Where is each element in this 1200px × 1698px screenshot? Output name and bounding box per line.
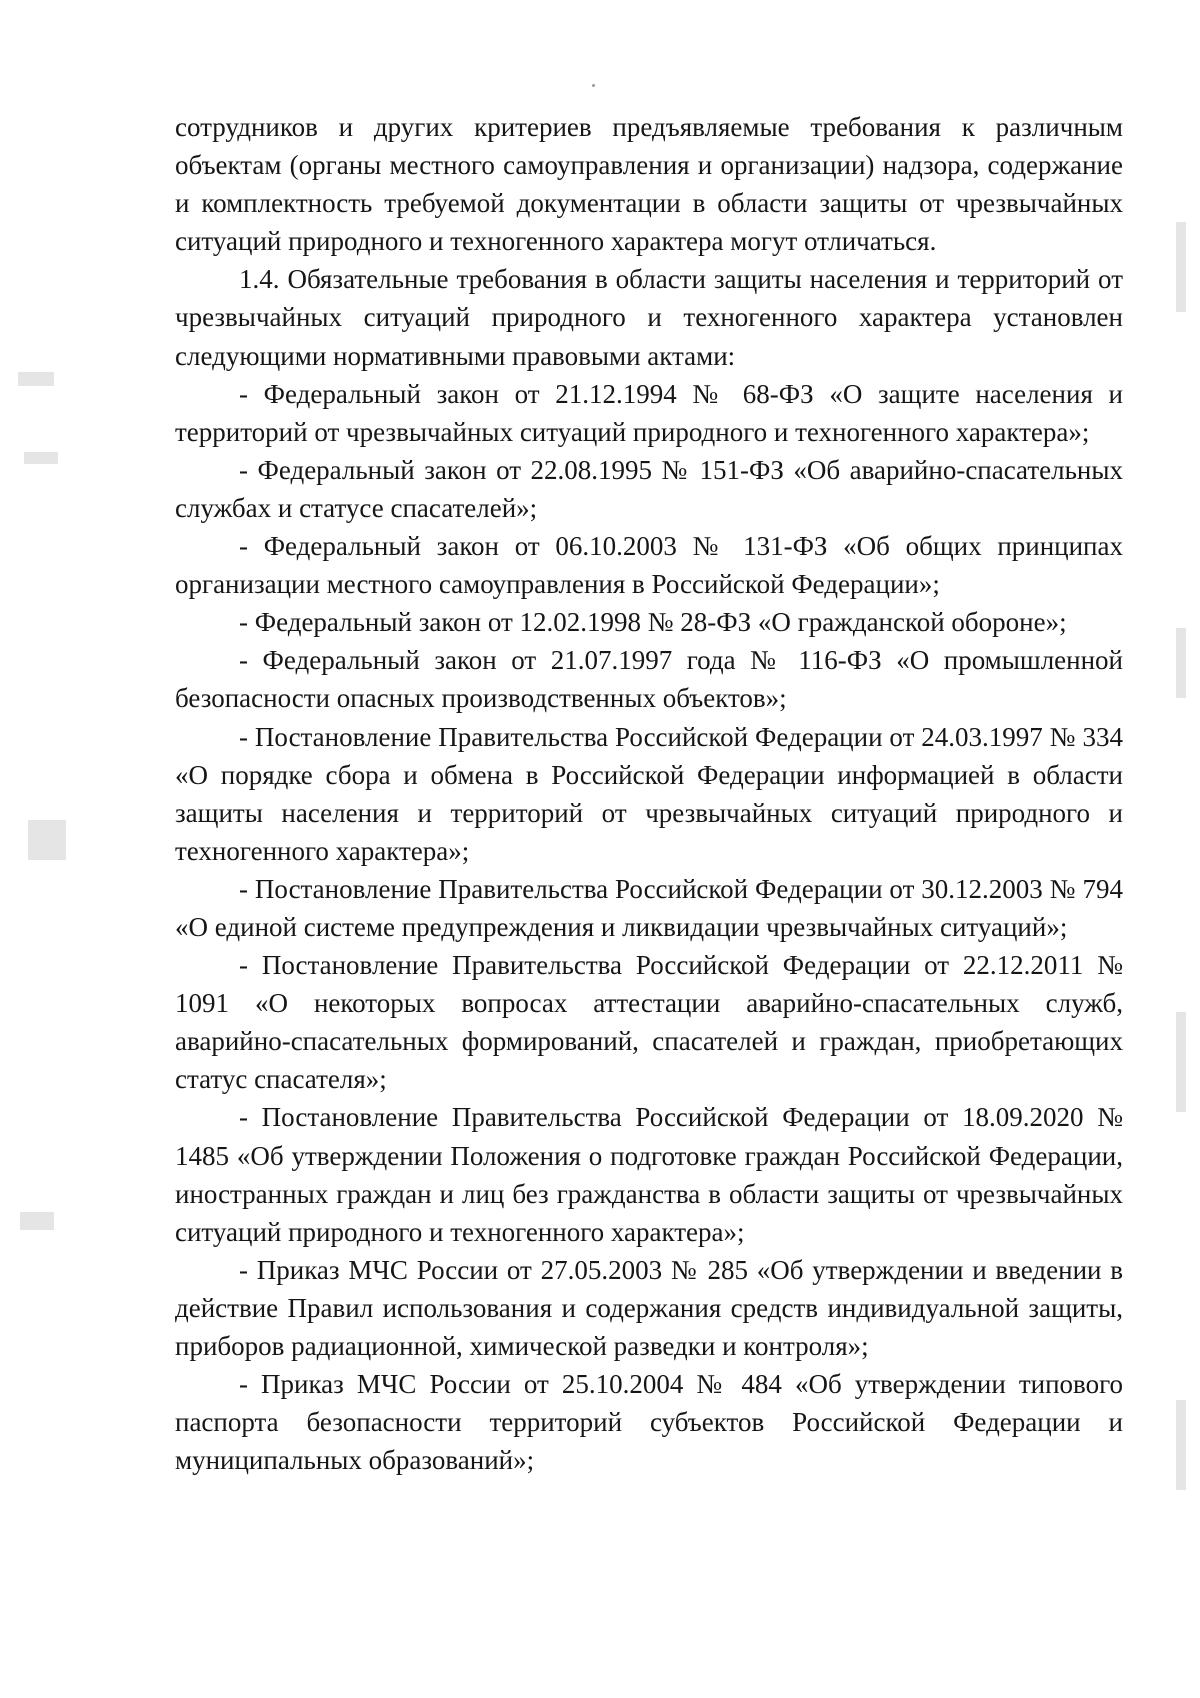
list-item-resolution-1091: - Постановление Правительства Российской Федерации от 22.12.2011 № 1091 «О некоторых вопросах аттестации аварийно-спасательных служб, аварийно-спасательных формирований, спасателей и граждан, приобретающих статус спасателя»; — [175, 950, 1123, 1095]
document-body — [175, 108, 1123, 1479]
list-item-order-285: - Приказ МЧС России от 27.05.2003 № 285 «Об утверждении и введении в действие Правил использования и содержания средств индивидуальной защиты, приборов радиационной, химической разведки и контроля»; — [175, 1254, 1123, 1361]
scan-noise-right-1 — [1176, 222, 1186, 312]
list-item-order-484: - Приказ МЧС России от 25.10.2004 № 484 «Об утверждении типового паспорта безопасности территорий субъектов Российской Федерации и муниципальных образований»; — [175, 1369, 1123, 1476]
scan-noise-left-3 — [28, 820, 66, 860]
scan-noise-left-1 — [18, 372, 54, 386]
list-item-federal-law-28: - Федеральный закон от 12.02.1998 № 28-ФЗ «О гражданской обороне»; — [239, 607, 1067, 638]
list-item-federal-law-116: - Федеральный закон от 21.07.1997 года № 116-ФЗ «О промышленной безопасности опасных производственных объектов»; — [175, 645, 1123, 714]
paragraph-section-1-4: 1.4. Обязательные требования в области защиты населения и территорий от чрезвычайных ситуаций природного и техногенного характера установлен следующими нормативными правовыми актами: — [175, 264, 1123, 371]
scan-noise-left-4 — [20, 1212, 54, 1230]
list-item-federal-law-131: - Федеральный закон от 06.10.2003 № 131-ФЗ «Об общих принципах организации местного самоуправления в Российской Федерации»; — [175, 531, 1123, 600]
scan-noise-right-3 — [1176, 1012, 1186, 1112]
scan-noise-left-2 — [24, 452, 58, 464]
scan-noise-right-4 — [1176, 1400, 1186, 1490]
scan-noise-right-2 — [1176, 628, 1186, 698]
list-item-federal-law-68: - Федеральный закон от 21.12.1994 № 68-ФЗ «О защите населения и территорий от чрезвычайных ситуаций природного и техногенного характера»; — [175, 378, 1123, 447]
list-item-resolution-794: - Постановление Правительства Российской Федерации от 30.12.2003 № 794 «О единой системе предупреждения и ликвидации чрезвычайных ситуаций»; — [175, 873, 1123, 942]
paragraph-continuation: сотрудников и других критериев предъявляемые требования к различным объектам (органы местного самоуправления и организации) надзора, содержание и комплектность требуемой документации в области защиты от чрезвычайных ситуаций природного и техногенного характера могут отличаться. — [175, 112, 1123, 257]
list-item-federal-law-151: - Федеральный закон от 22.08.1995 № 151-ФЗ «Об аварийно-спасательных службах и статусе спасателей»; — [175, 454, 1123, 523]
scan-speck — [592, 84, 595, 87]
list-item-resolution-334: - Постановление Правительства Российской Федерации от 24.03.1997 № 334 «О порядке сбора и обмена в Российской Федерации информацией в области защиты населения и территорий от чрезвычайных ситуаций природного и техногенного характера»; — [175, 721, 1123, 866]
list-item-resolution-1485: - Постановление Правительства Российской Федерации от 18.09.2020 № 1485 «Об утверждении Положения о подготовке граждан Российской Федерации, иностранных граждан и лиц без гражданства в области защиты от чрезвычайных ситуаций природного и техногенного характера»; — [175, 1102, 1123, 1247]
